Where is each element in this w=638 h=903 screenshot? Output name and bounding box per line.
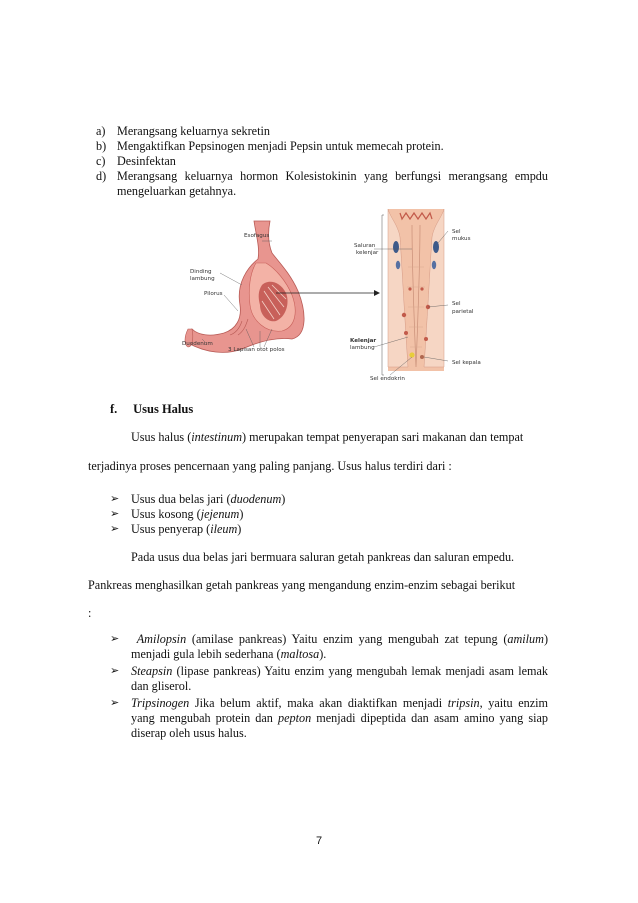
list-item: [110, 507, 548, 522]
chief-cell: [420, 355, 424, 359]
list-item: [110, 522, 548, 537]
text-run: ): [237, 522, 242, 536]
label-esofagus: Esofagus: [244, 233, 270, 239]
endocrine-cell: [409, 352, 414, 357]
label-sel-mukus-1: Sel: [452, 229, 461, 235]
label-sel-kepala: Sel kepala: [452, 360, 481, 366]
list-item: [96, 169, 548, 199]
text-run: ): [239, 507, 244, 521]
bullet-list-parts: [110, 492, 548, 537]
text-run: Usus kosong (: [131, 507, 201, 521]
paragraph-line: :: [88, 606, 92, 620]
section-title: Usus Halus: [133, 402, 194, 416]
paragraph-line: Pankreas menghasilkan getah pankreas yang mengandung enzim-enzim sebagai berikut: [88, 578, 516, 592]
list-text: Desinfektan: [117, 154, 176, 168]
list-item: [96, 139, 548, 154]
paragraph-pankreas: [88, 550, 548, 621]
text-run: (lipase pankreas) Yaitu enzim yang mengubah lemak menjadi asam lemak dan gliserol.: [131, 664, 548, 693]
list-item: [96, 124, 548, 139]
label-sel-parietal-1: Sel: [452, 301, 461, 307]
list-marker: a): [96, 124, 106, 138]
label-duodenum: Duodenum: [182, 341, 213, 347]
paragraph-line: [88, 430, 548, 445]
text-run: menjadi dipeptida dan asam amino yang siap diserap oleh usus halus.: [131, 711, 548, 740]
arrow-bullet-icon: ➢: [110, 633, 120, 645]
list-marker: b): [96, 139, 107, 153]
list-marker: d): [96, 169, 107, 183]
text-run: Usus penyerap (: [131, 522, 211, 536]
label-kelenjar-1: Kelenjar: [350, 338, 377, 344]
ordered-list: [96, 124, 548, 199]
text-run: , yaitu enzim yang mengubah protein dan: [131, 696, 548, 725]
arrow-bullet-icon: ➢: [110, 697, 120, 709]
italic-term: amilum: [507, 632, 544, 646]
list-text: Mengaktifkan Pepsinogen menjadi Pepsin untuk memecah protein.: [117, 139, 444, 153]
text-run: Jika belum aktif, maka akan diaktifkan menjadi: [189, 696, 448, 710]
italic-term: ileum: [210, 522, 238, 536]
paragraph-usus-halus: [88, 430, 548, 474]
list-marker: c): [96, 154, 106, 168]
italic-term: Amilopsin: [136, 632, 187, 646]
label-lapisan-otot: 3 Lapisan otot polos: [228, 347, 285, 353]
list-item: [110, 632, 548, 662]
stomach-figure: [176, 207, 506, 385]
italic-term: intestinum: [191, 430, 243, 444]
text-run: (amilase pankreas) Yaitu enzim yang mengubah zat tepung (: [186, 632, 508, 646]
list-item: [110, 492, 548, 507]
label-saluran-2: kelenjar: [356, 250, 379, 256]
label-sel-parietal-2: parietal: [452, 309, 474, 315]
label-sel-endokrin: Sel endokrin: [370, 376, 405, 382]
text-run: ) merupakan tempat penyerapan sari makanan dan tempat: [242, 430, 524, 444]
section-heading: [110, 402, 193, 417]
italic-term: maltosa: [280, 647, 320, 661]
gastric-gland-illustration: [388, 209, 444, 371]
bracket-line: [382, 215, 384, 375]
text-run: ) menjadi gula lebih sederhana (: [131, 632, 549, 661]
text-run: ): [281, 492, 286, 506]
text-run: Usus halus (: [131, 430, 192, 444]
arrow-bullet-icon: ➢: [110, 523, 120, 535]
page-number: 7: [315, 835, 323, 847]
italic-term: jejenum: [200, 507, 240, 521]
label-dinding-2: lambung: [190, 276, 215, 282]
bullet-list-enzymes: [110, 632, 548, 743]
italic-term: Tripsinogen: [131, 696, 190, 710]
paragraph-line: terjadinya proses pencernaan yang paling panjang. Usus halus terdiri dari :: [88, 459, 452, 473]
label-saluran-1: Saluran: [354, 243, 376, 249]
paragraph-line: Pada usus dua belas jari bermuara saluran getah pankreas dan saluran empedu.: [131, 550, 515, 564]
italic-term: duodenum: [230, 492, 282, 506]
label-pilorus: Pilorus: [204, 291, 223, 297]
arrow-bullet-icon: ➢: [110, 508, 120, 520]
italic-term: tripsin: [447, 696, 480, 710]
parietal-cell: [402, 313, 406, 317]
text-run: ).: [319, 647, 327, 661]
list-text: Merangsang keluarnya hormon Kolesistokinin yang berfungsi merangsang empdu mengeluarkan getahnya.: [117, 169, 548, 198]
list-item: [110, 696, 548, 741]
list-item: [110, 664, 548, 694]
label-kelenjar-2: lambung: [350, 345, 375, 351]
arrow-bullet-icon: ➢: [110, 665, 120, 677]
label-sel-mukus-2: mukus: [452, 236, 471, 242]
arrow-bullet-icon: ➢: [110, 493, 120, 505]
list-text: Merangsang keluarnya sekretin: [117, 124, 270, 138]
italic-term: Steapsin: [131, 664, 173, 678]
stomach-illustration: [185, 221, 304, 352]
stomach-diagram: [176, 207, 506, 385]
label-dinding-1: Dinding: [190, 269, 212, 275]
list-item: [96, 154, 548, 169]
mucus-cell: [393, 241, 399, 253]
italic-term: pepton: [278, 711, 312, 725]
text-run: Usus dua belas jari (: [131, 492, 231, 506]
section-number: f.: [110, 402, 118, 416]
